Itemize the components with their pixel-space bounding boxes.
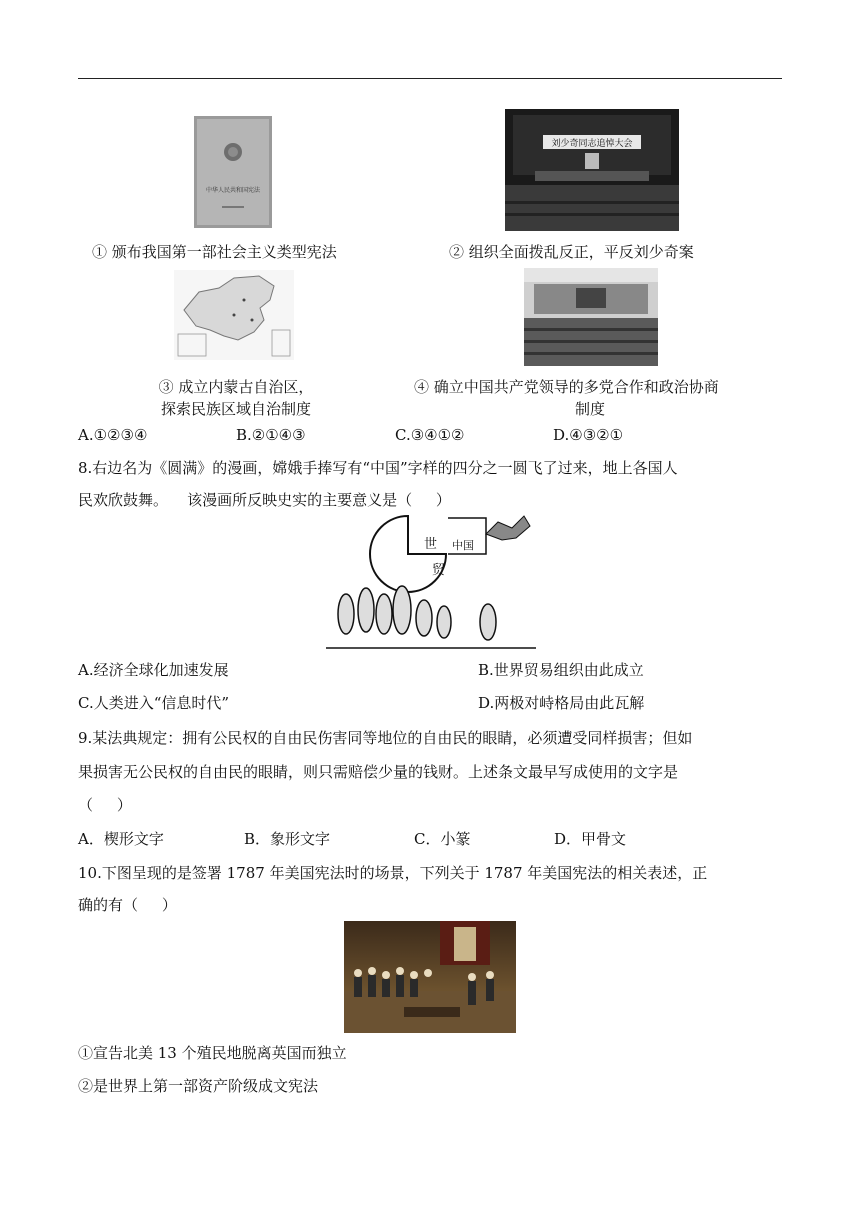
- q9-option-d[interactable]: D．甲骨文: [554, 830, 627, 848]
- constitution-signing-painting: [344, 921, 516, 1033]
- q10-statement-2: ②是世界上第一部资产阶级成文宪法: [78, 1077, 319, 1095]
- memorial-banner-text: 刘少奇同志追悼大会: [551, 139, 633, 149]
- header-rule: [78, 78, 782, 79]
- q7-caption-4-line2: 制度: [574, 400, 605, 418]
- q10-stem-line2: 确的有（ ）: [78, 896, 177, 914]
- q7-option-d[interactable]: D.④③②①: [553, 426, 624, 444]
- q7-caption-4-line1: ④ 确立中国共产党领导的多党合作和政治协商: [414, 378, 719, 396]
- q7-caption-3-line1: ③ 成立内蒙古自治区，: [158, 378, 314, 396]
- q8-option-d[interactable]: D.两极对峙格局由此瓦解: [478, 694, 645, 712]
- q7-caption-1: ① 颁布我国第一部社会主义类型宪法: [92, 243, 337, 261]
- constitution-title-text: 中华人民共和国宪法: [205, 187, 261, 194]
- q10-stem-line1: 10.下图呈现的是签署 1787 年美国宪法时的场景，下列关于 1787 年美国宪法的相关表述，正: [78, 864, 708, 882]
- q7-option-c[interactable]: C.③④①②: [395, 426, 465, 444]
- congress-hall-photo: [524, 268, 658, 366]
- cartoon-mao-label: 贸: [432, 563, 446, 578]
- q7-option-b[interactable]: B.②①④③: [236, 426, 306, 444]
- china-map-image: [174, 270, 294, 360]
- q8-option-a[interactable]: A.经济全球化加速发展: [78, 661, 229, 679]
- memorial-meeting-photo: [505, 109, 679, 231]
- constitution-book-image: [194, 116, 272, 228]
- q9-stem-line2: 果损害无公民权的自由民的眼睛，则只需赔偿少量的钱财。上述条文最早写成使用的文字是: [78, 763, 679, 781]
- q10-statement-1: ①宣告北美 13 个殖民地脱离英国而独立: [78, 1044, 347, 1062]
- q8-option-c[interactable]: C.人类进入“信息时代”: [78, 694, 230, 712]
- q9-option-a[interactable]: A．楔形文字: [78, 830, 164, 848]
- yuanman-cartoon-image: [326, 514, 536, 654]
- q8-stem-line2: 民欢欣鼓舞。 该漫画所反映史实的主要意义是（ ）: [78, 491, 451, 509]
- q7-caption-3-line2: 探索民族区域自治制度: [160, 400, 311, 418]
- q9-stem-line3: （ ）: [78, 796, 132, 814]
- q7-option-a[interactable]: A.①②③④: [78, 426, 148, 444]
- q8-stem-line1: 8.右边名为《圆满》的漫画，嫦娥手捧写有“中国”字样的四分之一圆飞了过来，地上各国人: [78, 459, 678, 477]
- q7-caption-2: ② 组织全面拨乱反正，平反刘少奇案: [449, 243, 694, 261]
- q9-option-b[interactable]: B．象形文字: [244, 830, 331, 848]
- q9-stem-line1: 9.某法典规定：拥有公民权的自由民伤害同等地位的自由民的眼睛，必须遭受同样损害；但如: [78, 729, 693, 747]
- cartoon-china-label: 中国: [452, 539, 474, 552]
- q8-option-b[interactable]: B.世界贸易组织由此成立: [478, 661, 644, 679]
- cartoon-shi-label: 世: [424, 537, 438, 552]
- q9-option-c[interactable]: C．小篆: [414, 830, 471, 848]
